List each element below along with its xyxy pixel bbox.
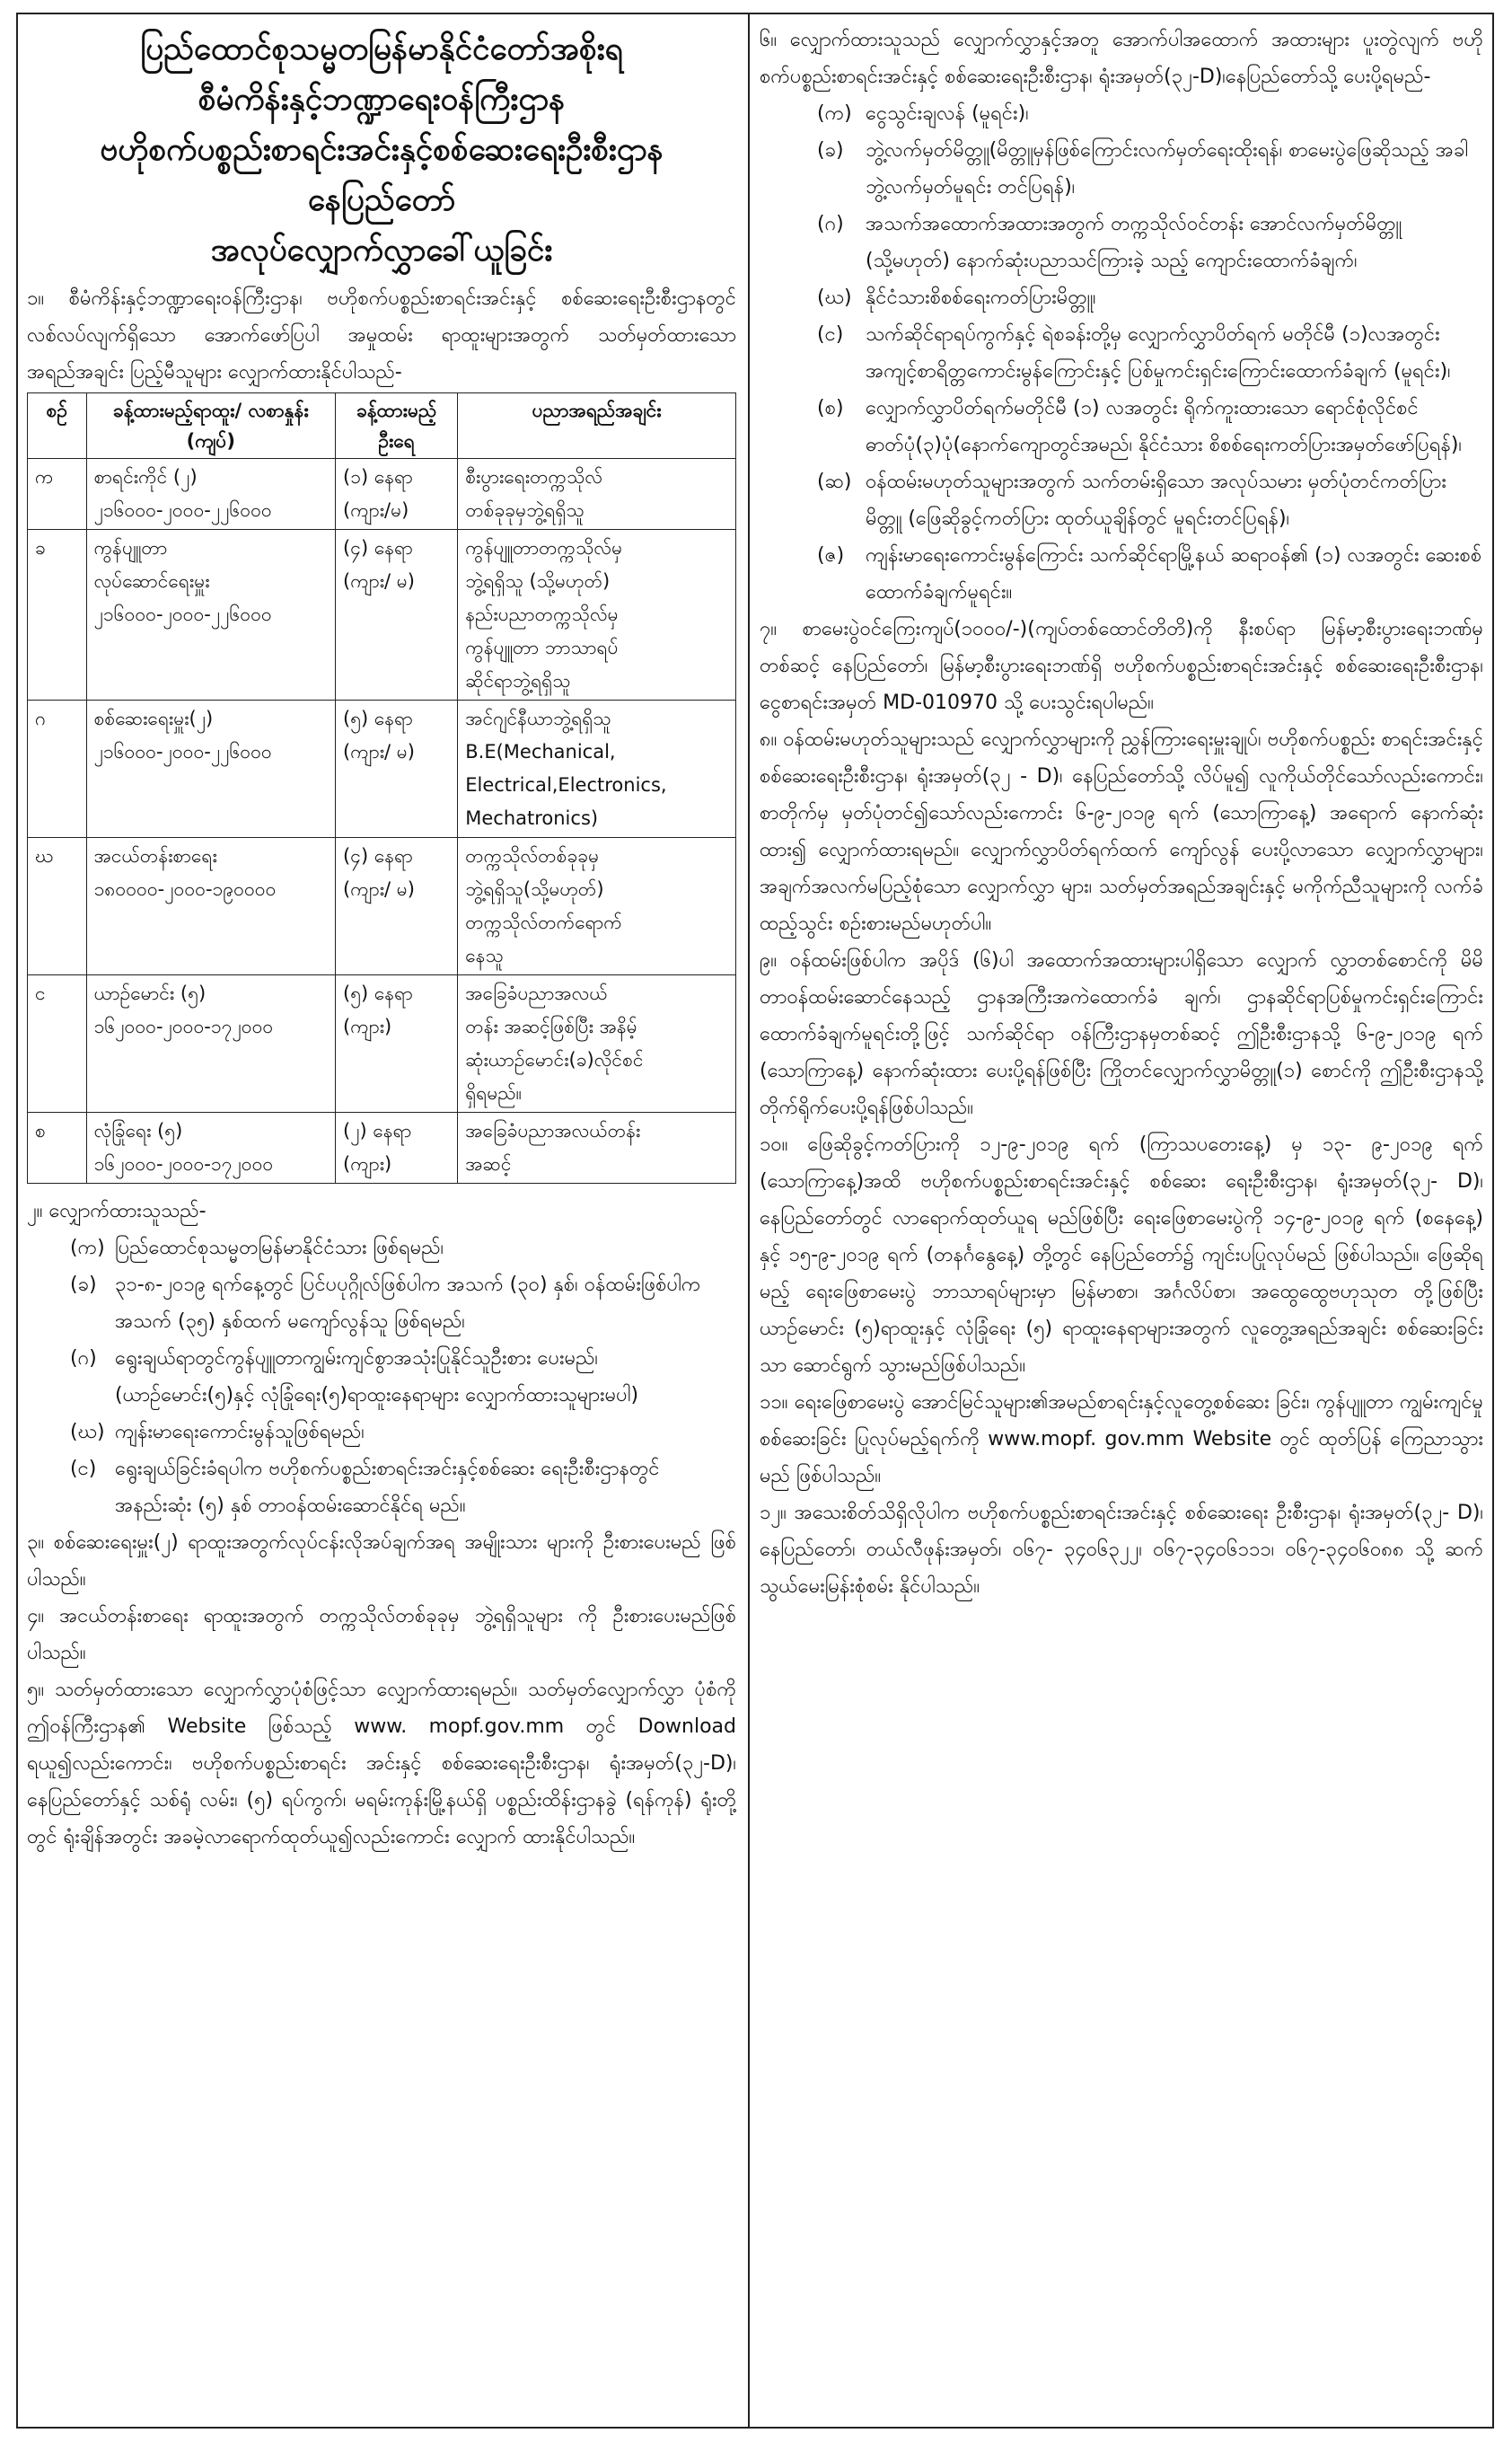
para6-item [760, 279, 1483, 316]
positions-table [27, 392, 736, 1184]
item-text: သက်ဆိုင်ရာရပ်ကွက်နှင့် ရဲစခန်းတို့မှ လျှောက်လွှာပိတ်ရက် မတိုင်မီ (၁)လအတွင်း အကျင့်စာရိတ္တကောင်းမွန်ကြောင်းနှင့် ပြစ်မှုကင်းရှင်းကြောင်းထောက်ခံချက် (မူရင်း)၊ [866, 323, 1451, 383]
item-text: ၃၁-၈-၂၀၁၉ ရက်နေ့တွင် ပြင်ပပုဂ္ဂိုလ်ဖြစ်ပါက အသက် (၃၀) နှစ်၊ ဝန်ထမ်းဖြစ်ပါက အသက် (၃၅) နှစ်ထက် မကျော်လွန်သူ ဖြစ်ရမည်၊ [115, 1274, 701, 1333]
row-qualification: အင်ဂျင်နီယာဘွဲ့ရရှိသူ B.E(Mechanical, Electrical,Electronics, Mechatronics) [458, 701, 736, 838]
para6-item [760, 463, 1483, 537]
item-text: လျှောက်လွှာပိတ်ရက်မတိုင်မီ (၁) လအတွင်း ရိုက်ကူးထားသော ရောင်စုံလိုင်စင် ဓာတ်ပုံ(၃)ပုံ(နောက်ကျောတွင်အမည်၊ နိုင်ငံသား စိစစ်ရေးကတ်ပြားအမှတ်ဖော်ပြရန်)၊ [866, 397, 1462, 456]
notice-header [27, 27, 736, 273]
para5: ၅။ သတ်မှတ်ထားသော လျှောက်လွှာပုံစံဖြင့်သာ လျှောက်ထားရမည်။ သတ်မှတ်လျှောက်လွှာ ပုံစံကို ဤဝန်ကြီးဌာန၏ Website ဖြစ်သည့် www. mopf.gov.mm တွင် Download ရယူ၍လည်းကောင်း၊ ဗဟိုစက်ပစ္စည်းစာရင်း အင်းနှင့် စစ်ဆေးရေးဦးစီးဌာန၊ ရုံးအမှတ်(၃၂-D)၊ နေပြည်တော်နှင့် သစ်ရုံ လမ်း၊ (၅) ရပ်ကွက်၊ မရမ်းကုန်းမြို့နယ်ရှိ ပစ္စည်းထိန်းဌာနခွဲ (ရန်ကုန်) ရုံးတို့တွင် ရုံးချိန်အတွင်း အခမဲ့လာရောက်ထုတ်ယူ၍လည်းကောင်း လျှောက် ထားနိုင်ပါသည်။ [27, 1679, 736, 1848]
para6-item [760, 390, 1483, 463]
para11: ၁၁။ ရေးဖြေစာမေးပွဲ အောင်မြင်သူများ၏အမည်စာရင်းနှင့်လူတွေ့စစ်ဆေး ခြင်း၊ ကွန်ပျူတာ ကျွမ်းကျင်မှု စစ်ဆေးခြင်း ပြုလုပ်မည့်ရက်ကို www.mopf. gov.mm Website တွင် ထုတ်ပြန် ကြေညာသွားမည် ဖြစ်ပါသည်။ [760, 1391, 1483, 1487]
row-count: (၄) နေရာ (ကျား/ မ) [336, 838, 458, 975]
row-count: (၅) နေရာ (ကျား/ မ) [336, 701, 458, 838]
col-header-qualification: ပညာအရည်အချင်း [458, 393, 736, 459]
para6-item [760, 95, 1483, 132]
para6-item [760, 316, 1483, 390]
item-marker: (ဇ) [817, 544, 845, 567]
positions-table-body [28, 459, 736, 1184]
row-post: အငယ်တန်းစာရေး ၁၈၀၀၀၀-၂၀၀၀-၁၉၀၀၀၀ [86, 838, 335, 975]
header-title: အလုပ်လျှောက်လွှာခေါ်ယူခြင်း [210, 233, 553, 269]
item-text: နိုင်ငံသားစိစစ်ရေးကတ်ပြားမိတ္တူ၊ [866, 287, 1096, 309]
para10: ၁၀။ ဖြေဆိုခွင့်ကတ်ပြားကို ၁၂-၉-၂၀၁၉ ရက် (ကြာသပတေးနေ့) မှ ၁၃- ၉-၂၀၁၉ ရက် (သောကြာနေ့)အထိ ဗဟိုစက်ပစ္စည်းစာရင်းအင်းနှင့် စစ်ဆေး ရေးဦးစီးဌာန၊ ရုံးအမှတ်(၃၂- D)၊ နေပြည်တော်တွင် လာရောက်ထုတ်ယူရ မည်ဖြစ်ပြီး ရေးဖြေစာမေးပွဲကို ၁၄-၉-၂၀၁၉ ရက် (စနေနေ့) နှင့် ၁၅-၉-၂၀၁၉ ရက် (တနင်္ဂနွေနေ့) တို့တွင် နေပြည်တော်၌ ကျင်းပပြုလုပ်မည် ဖြစ်ပါသည်။ ဖြေဆိုရမည့် ရေးဖြေစာမေးပွဲ ဘာသာရပ်များမှာ မြန်မာစာ၊ အင်္ဂလိပ်စာ၊ အထွေထွေဗဟုသုတ တို့ဖြစ်ပြီး ယာဉ်မောင်း (၅)ရာထူးနှင့် လုံခြုံရေး (၅) ရာထူးနေရာများအတွက် လူတွေ့အရည်အချင်း စစ်ဆေးခြင်းသာ ဆောင်ရွက် သွားမည်ဖြစ်ပါသည်။ [760, 1133, 1483, 1377]
para2-item [27, 1340, 736, 1414]
row-count: (၅) နေရာ (ကျား) [336, 975, 458, 1113]
header-ministry: စီမံကိန်းနှင့်ဘဏ္ဍာရေးဝန်ကြီးဌာန [198, 82, 566, 118]
item-text: ကျန်းမာရေးကောင်းမွန်ကြောင်း သက်ဆိုင်ရာမြို့နယ် ဆရာဝန်၏ (၁) လအတွင်း ဆေးစစ်ထောက်ခံချက်မူရင်း။ [866, 544, 1482, 604]
item-marker: (ခ) [70, 1274, 97, 1296]
row-count: (၂) နေရာ (ကျား) [336, 1113, 458, 1184]
right-column [760, 22, 1483, 1605]
para7: ၇။ စာမေးပွဲဝင်ကြေးကျပ်(၁၀၀၀/-)(ကျပ်တစ်ထောင်တိတိ)ကို နီးစပ်ရာ မြန်မာ့စီးပွားရေးဘဏ်မှ တစ်ဆင့် နေပြည်တော်၊ မြန်မာ့စီးပွားရေးဘဏ်ရှိ ဗဟိုစက်ပစ္စည်းစာရင်းအင်းနှင့် စစ်ဆေးရေးဦးစီးဌာန၊ ငွေစာရင်းအမှတ် MD-010970 သို့ ပေးသွင်းရပါမည်။ [760, 618, 1483, 714]
row-no: ခ [28, 530, 87, 701]
item-text: ဘွဲ့လက်မှတ်မိတ္တူ(မိတ္တူမှန်ဖြစ်ကြောင်းလက်မှတ်ရေးထိုးရန်၊ စာမေးပွဲဖြေဆိုသည့် အခါ ဘွဲ့လက်မှတ်မူရင်း တင်ပြရန်)၊ [866, 139, 1469, 198]
row-qualification: တက္ကသိုလ်တစ်ခုခုမှ ဘွဲ့ရရှိသူ(သို့မဟုတ်) တက္ကသိုလ်တက်ရောက် နေသူ [458, 838, 736, 975]
para12: ၁၂။ အသေးစိတ်သိရှိလိုပါက ဗဟိုစက်ပစ္စည်းစာရင်းအင်းနှင့် စစ်ဆေးရေး ဦးစီးဌာန၊ ရုံးအမှတ်(၃၂- D)၊ နေပြည်တော်၊ တယ်လီဖုန်းအမှတ်၊ ၀၆၇- ၃၄၀၆၃၂၂၊ ၀၆၇-၃၄၀၆၁၁၁၊ ၀၆၇-၃၄၀၆၀၈၈ သို့ ဆက်သွယ်မေးမြန်းစုံစမ်း နိုင်ပါသည်။ [760, 1502, 1483, 1598]
col-header-no: စဉ် [28, 393, 87, 459]
col-header-post: ခန့်ထားမည့်ရာထူး/ လစာနှုန်း (ကျပ်) [86, 393, 335, 459]
item-marker: (ဃ) [817, 287, 852, 309]
row-no: င [28, 975, 87, 1113]
table-row [28, 1113, 736, 1184]
para6-item [760, 206, 1483, 279]
para2-list [27, 1230, 736, 1524]
table-row [28, 701, 736, 838]
row-count: (၄) နေရာ (ကျား/ မ) [336, 530, 458, 701]
table-row [28, 530, 736, 701]
header-city: နေပြည်တော် [307, 182, 456, 218]
row-post: ယာဉ်မောင်း (၅) ၁၆၂၀၀၀-၂၀၀၀-၁၇၂၀၀၀ [86, 975, 335, 1113]
para4: ၄။ အငယ်တန်းစာရေး ရာထူးအတွက် တက္ကသိုလ်တစ်ခုခုမှ ဘွဲ့ရရှိသူများ ကို ဦးစားပေးမည်ဖြစ်ပါသည်။ [27, 1605, 736, 1664]
row-qualification: အခြေခံပညာအလယ် တန်း အဆင့်ဖြစ်ပြီး အနိမ့် ဆုံးယာဉ်မောင်း(ခ)လိုင်စင် ရှိရမည်။ [458, 975, 736, 1113]
table-row [28, 459, 736, 530]
row-post: လုံခြုံရေး (၅) ၁၆၂၀၀၀-၂၀၀၀-၁၇၂၀၀၀ [86, 1113, 335, 1184]
item-marker: (င) [70, 1458, 97, 1480]
item-marker: (င) [817, 323, 844, 346]
row-post: ကွန်ပျူတာ လုပ်ဆောင်ရေးမှူး ၂၁၆၀၀၀-၂၀၀၀-၂၂၆၀၀၀ [86, 530, 335, 701]
row-qualification: အခြေခံပညာအလယ်တန်း အဆင့် [458, 1113, 736, 1184]
item-marker: (ဂ) [70, 1347, 97, 1370]
para2-item [27, 1266, 736, 1340]
row-qualification: ကွန်ပျူတာတက္ကသိုလ်မှ ဘွဲ့ရရှိသူ (သို့မဟုတ်) နည်းပညာတက္ကသိုလ်မှ ကွန်ပျူတာ ဘာသာရပ် ဆိုင်ရာဘွဲ့ရရှိသူ [458, 530, 736, 701]
item-text: ရွေးချယ်ခြင်းခံရပါက ဗဟိုစက်ပစ္စည်းစာရင်းအင်းနှင့်စစ်ဆေး ရေးဦးစီးဌာနတွင် အနည်းဆုံး (၅) နှစ် တာဝန်ထမ်းဆောင်နိုင်ရ မည်။ [115, 1458, 660, 1517]
item-text: ငွေသွင်းချလန် (မူရင်း)၊ [866, 102, 1029, 125]
item-text: အသက်အထောက်အထားအတွက် တက္ကသိုလ်ဝင်တန်း အောင်လက်မှတ်မိတ္တူ (သို့မဟုတ်) နောက်ဆုံးပညာသင်ကြားခဲ့ သည့် ကျောင်းထောက်ခံချက်၊ [866, 213, 1402, 272]
table-row [28, 838, 736, 975]
item-marker: (ဂ) [817, 213, 844, 235]
item-marker: (စ) [817, 397, 844, 419]
row-qualification: စီးပွားရေးတက္ကသိုလ် တစ်ခုခုမှဘွဲ့ရရှိသူ [458, 459, 736, 530]
item-marker: (ခ) [817, 139, 844, 162]
para2-item [27, 1414, 736, 1450]
row-no: စ [28, 1113, 87, 1184]
para6-item [760, 537, 1483, 611]
item-text: ပြည်ထောင်စုသမ္မတမြန်မာနိုင်ငံသား ဖြစ်ရမည်၊ [115, 1237, 444, 1259]
row-no: ဂ [28, 701, 87, 838]
item-marker: (ဃ) [70, 1421, 105, 1443]
item-text: ဝန်ထမ်းမဟုတ်သူများအတွက် သက်တမ်းရှိသော အလုပ်သမား မှတ်ပုံတင်ကတ်ပြား မိတ္တူ (ဖြေဆိုခွင့်ကတ်ပြား ထုတ်ယူချိန်တွင် မူရင်းတင်ပြရန်)၊ [866, 471, 1446, 530]
left-column [27, 22, 736, 1856]
item-text: ရွေးချယ်ရာတွင်ကွန်ပျူတာကျွမ်းကျင်စွာအသုံးပြုနိုင်သူဦးစား ပေးမည်၊ (ယာဉ်မောင်း(၅)နှင့် လုံခြုံရေး(၅)ရာထူးနေရာများ လျှောက်ထားသူများမပါ) [115, 1347, 639, 1406]
row-post: စာရင်းကိုင် (၂) ၂၁၆၀၀၀-၂၀၀၀-၂၂၆၀၀၀ [86, 459, 335, 530]
item-marker: (က) [70, 1237, 105, 1259]
table-row [28, 975, 736, 1113]
row-no: ဃ [28, 838, 87, 975]
row-post: စစ်ဆေးရေးမှူး(၂) ၂၁၆၀၀၀-၂၀၀၀-၂၂၆၀၀၀ [86, 701, 335, 838]
para2-item [27, 1450, 736, 1524]
intro-paragraph: ၁။ စီမံကိန်းနှင့်ဘဏ္ဍာရေးဝန်ကြီးဌာန၊ ဗဟိုစက်ပစ္စည်းစာရင်းအင်းနှင့် စစ်ဆေးရေးဦးစီးဌာနတွင် လစ်လပ်လျက်ရှိသော အောက်ဖော်ပြပါ အမှုထမ်း ရာထူးများအတွက် သတ်မှတ်ထားသော အရည်အချင်း ပြည့်မီသူများ လျှောက်ထားနိုင်ပါသည်- [27, 287, 736, 383]
item-text: ကျန်းမာရေးကောင်းမွန်သူဖြစ်ရမည်၊ [115, 1421, 365, 1443]
header-department: ဗဟိုစက်ပစ္စည်းစာရင်းအင်းနှင့်စစ်ဆေးရေးဦးစီးဌာန [100, 132, 664, 168]
para2-title: ၂။ လျှောက်ထားသူသည်- [27, 1200, 207, 1222]
table-header-row [28, 393, 736, 459]
col-header-count: ခန့်ထားမည့် ဦးရေ [336, 393, 458, 459]
item-marker: (ဆ) [817, 471, 852, 493]
header-government: ပြည်ထောင်စုသမ္မတမြန်မာနိုင်ငံတော်အစိုးရ [140, 31, 623, 67]
row-no: က [28, 459, 87, 530]
para6-item [760, 132, 1483, 206]
para8: ၈။ ဝန်ထမ်းမဟုတ်သူများသည် လျှောက်လွှာများကို ညွှန်ကြားရေးမှူးချုပ်၊ ဗဟိုစက်ပစ္စည်း စာရင်းအင်းနှင့် စစ်ဆေးရေးဦးစီးဌာန၊ ရုံးအမှတ်(၃၂ - D)၊ နေပြည်တော်သို့ လိပ်မူ၍ လူကိုယ်တိုင်သော်လည်းကောင်း၊ စာတိုက်မှ မှတ်ပုံတင်၍သော်လည်းကောင်း ၆-၉-၂၀၁၉ ရက် (သောကြာနေ့) အရောက် နောက်ဆုံးထား၍ လျှောက်ထားရမည်။ လျှောက်လွှာပိတ်ရက်ထက် ကျော်လွန် ပေးပို့လာသော လျှောက်လွှာများ၊ အချက်အလက်မပြည့်စုံသော လျှောက်လွှာ များ၊ သတ်မှတ်အရည်အချင်းနှင့် မကိုက်ညီသူများကို လက်ခံထည့်သွင်း စဉ်းစားမည်မဟုတ်ပါ။ [760, 728, 1483, 935]
para6-title: ၆။ လျှောက်ထားသူသည် လျှောက်လွှာနှင့်အတူ အောက်ပါအထောက် အထားများ ပူးတွဲလျက် ဗဟိုစက်ပစ္စည်းစာရင်းအင်းနှင့် စစ်ဆေးရေးဦးစီးဌာန၊ ရုံးအမှတ်(၃၂-D)၊နေပြည်တော်သို့ ပေးပို့ရမည်- [760, 29, 1483, 88]
row-count: (၁) နေရာ (ကျား/မ) [336, 459, 458, 530]
para2-item [27, 1230, 736, 1266]
para6-list [760, 95, 1483, 611]
column-divider [748, 13, 750, 2429]
para9: ၉။ ဝန်ထမ်းဖြစ်ပါက အပိုဒ် (၆)ပါ အထောက်အထားများပါရှိသော လျှောက် လွှာတစ်စောင်ကို မိမိတာဝန်ထမ်းဆောင်နေသည့် ဌာနအကြီးအကဲထောက်ခံ ချက်၊ ဌာနဆိုင်ရာပြစ်မှုကင်းရှင်းကြောင်း ထောက်ခံချက်မူရင်းတို့ဖြင့် သက်ဆိုင်ရာ ဝန်ကြီးဌာနမှတစ်ဆင့် ဤဦးစီးဌာနသို့ ၆-၉-၂၀၁၉ ရက် (သောကြာနေ့) နောက်ဆုံးထား ပေးပို့ရန်ဖြစ်ပြီး ကြိုတင်လျှောက်လွှာမိတ္တူ(၁) စောင်ကို ဤဦးစီးဌာနသို့ တိုက်ရိုက်ပေးပို့ရန်ဖြစ်ပါသည်။ [760, 949, 1483, 1119]
item-marker: (က) [817, 102, 852, 125]
para3: ၃။ စစ်ဆေးရေးမှူး(၂) ရာထူးအတွက်လုပ်ငန်းလိုအပ်ချက်အရ အမျိုးသား များကို ဦးစားပေးမည် ဖြစ်ပါသည်။ [27, 1531, 736, 1591]
